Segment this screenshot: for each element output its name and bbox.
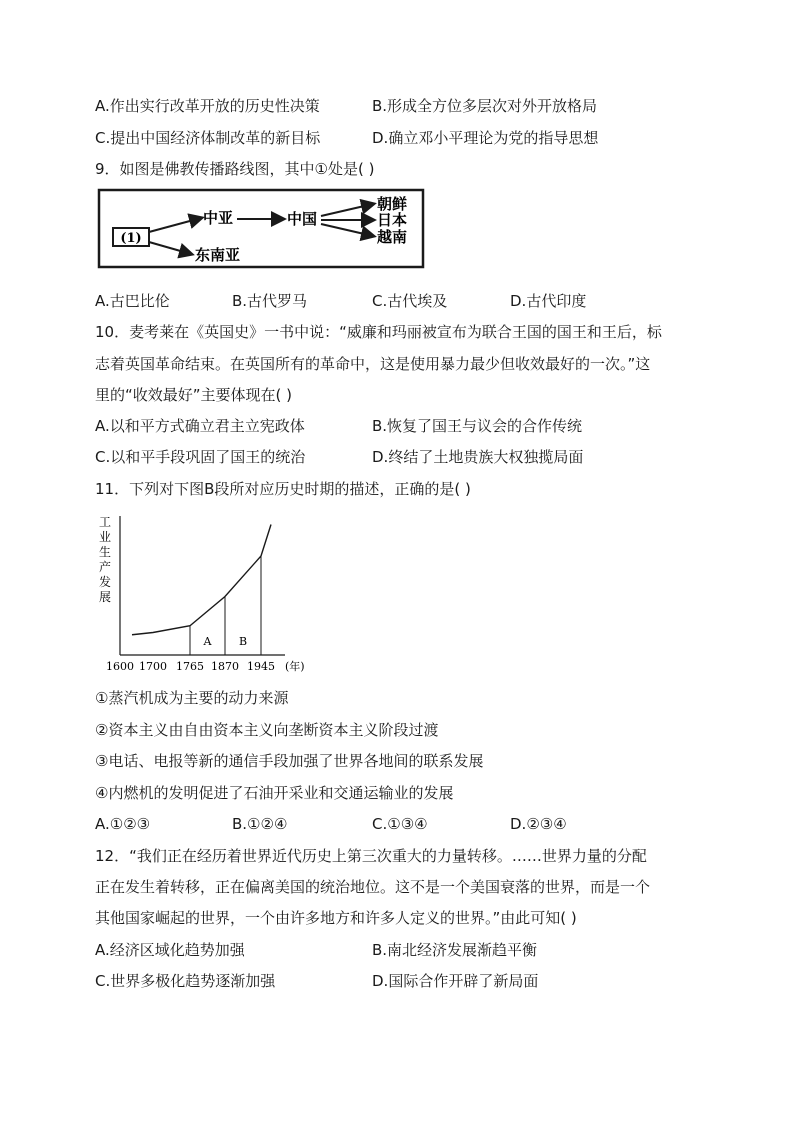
arrow-to-vietnam xyxy=(321,224,373,236)
q11-statement-3: ③电话、电报等新的通信手段加强了世界各地间的联系发展 xyxy=(95,752,484,770)
q8-option-b: B.形成全方位多层次对外开放格局 xyxy=(372,97,598,115)
q11-statement-4: ④内燃机的发明促进了石油开采业和交通运输业的发展 xyxy=(95,784,454,802)
arrow-to-southeast-asia xyxy=(149,242,191,254)
q11-statement-2: ②资本主义由自由资本主义向垄断资本主义阶段过渡 xyxy=(95,721,439,739)
x-unit-label: (年) xyxy=(285,660,305,673)
q10-option-d: D.终结了土地贵族大权独揽局面 xyxy=(372,448,584,466)
q10-option-c: C.以和平手段巩固了国王的统治 xyxy=(95,448,306,466)
q8-option-a: A.作出实行改革开放的历史性决策 xyxy=(95,97,320,115)
x-tick-label: 1600 xyxy=(106,660,134,673)
q9-option-b: B.古代罗马 xyxy=(232,292,308,310)
q11-statement-1: ①蒸汽机成为主要的动力来源 xyxy=(95,689,289,707)
dest-japan: 日本 xyxy=(377,211,408,229)
q10-stem-line-2: 志着英国革命结束。在英国所有的革命中，这是使用暴力最少但收效最好的一次。”这 xyxy=(95,355,651,373)
q9-stem: 9．如图是佛教传播路线图，其中①处是( ) xyxy=(95,160,375,178)
y-label-char: 业 xyxy=(98,530,112,544)
q12-option-d: D.国际合作开辟了新局面 xyxy=(372,972,539,990)
q9-option-c: C.古代埃及 xyxy=(372,292,448,310)
node-china: 中国 xyxy=(287,210,318,228)
production-curve xyxy=(132,525,271,635)
arrow-to-central-asia xyxy=(149,218,201,232)
x-tick-label: 1945 xyxy=(247,660,275,673)
q9-option-d: D.古代印度 xyxy=(510,292,587,310)
node-southeast-asia: 东南亚 xyxy=(195,246,241,264)
segment-label-a: A xyxy=(203,635,212,648)
y-label-char: 产 xyxy=(98,560,112,574)
node-central-asia: 中亚 xyxy=(203,209,234,227)
q11-option-c: C.①③④ xyxy=(372,815,428,833)
y-label-char: 生 xyxy=(98,545,112,559)
buddhism-route-figure xyxy=(97,188,425,270)
q12-stem-line-2: 正在发生着转移，正在偏离美国的统治地位。这不是一个美国衰落的世界，而是一个 xyxy=(95,878,651,896)
q9-option-a: A.古巴比伦 xyxy=(95,292,170,310)
q12-option-a: A.经济区域化趋势加强 xyxy=(95,941,245,959)
dest-korea: 朝鲜 xyxy=(377,195,408,213)
q8-option-d: D.确立邓小平理论为党的指导思想 xyxy=(372,129,599,147)
q10-option-a: A.以和平方式确立君主立宪政体 xyxy=(95,417,305,435)
q11-option-d: D.②③④ xyxy=(510,815,567,833)
q10-stem-line-1: 10．麦考莱在《英国史》一书中说：“威廉和玛丽被宣布为联合王国的国王和王后，标 xyxy=(95,323,662,341)
q12-stem-line-1: 12．“我们正在经历着世界近代历史上第三次重大的力量转移。……世界力量的分配 xyxy=(95,847,647,865)
x-tick-label: 1870 xyxy=(211,660,239,673)
y-label-char: 发 xyxy=(98,575,112,589)
q8-option-c: C.提出中国经济体制改革的新目标 xyxy=(95,129,321,147)
x-tick-label: 1700 xyxy=(139,660,167,673)
y-label-char: 工 xyxy=(98,515,112,529)
segment-label-b: B xyxy=(238,635,248,648)
y-label-char: 展 xyxy=(98,590,112,604)
dest-vietnam: 越南 xyxy=(377,228,408,246)
x-tick-label: 1765 xyxy=(176,660,204,673)
q11-stem: 11．下列对下图B段所对应历史时期的描述，正确的是( ) xyxy=(95,480,471,498)
origin-label: (1) xyxy=(120,231,142,246)
q11-option-b: B.①②④ xyxy=(232,815,288,833)
q12-stem-line-3: 其他国家崛起的世界，一个由许多地方和许多人定义的世界。”由此可知( ) xyxy=(95,909,577,927)
q11-option-a: A.①②③ xyxy=(95,815,151,833)
q12-option-b: B.南北经济发展渐趋平衡 xyxy=(372,941,538,959)
y-axis-label xyxy=(99,515,111,604)
q12-option-c: C.世界多极化趋势逐渐加强 xyxy=(95,972,276,990)
arrow-to-korea xyxy=(321,204,373,216)
q10-option-b: B.恢复了国王与议会的合作传统 xyxy=(372,417,583,435)
q10-stem-line-3: 里的“收效最好”主要体现在( ) xyxy=(95,386,293,404)
industrial-development-chart xyxy=(95,512,310,674)
